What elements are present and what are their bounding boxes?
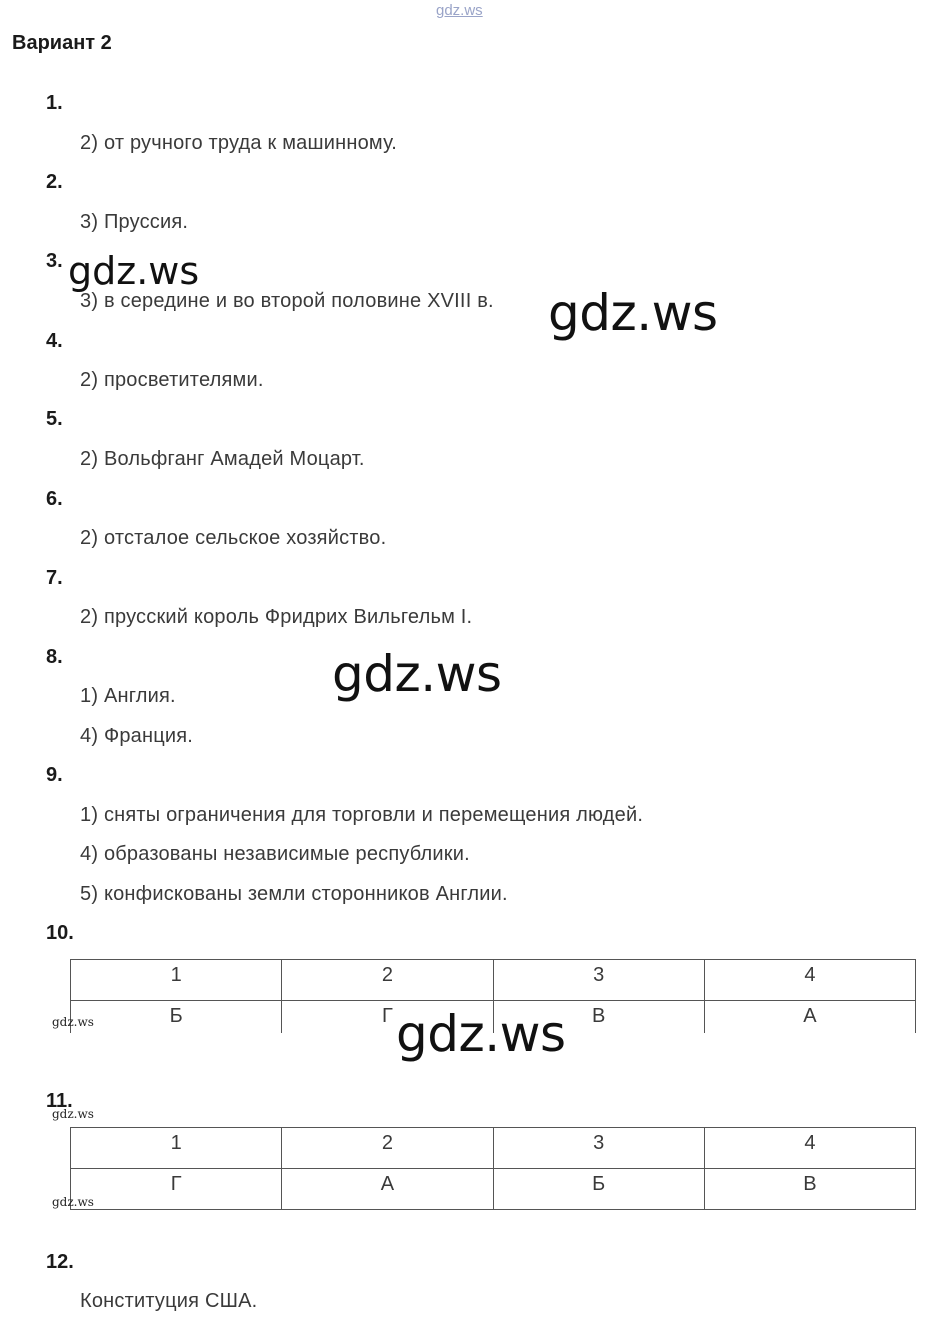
- table-11-header-4: 4: [704, 1128, 915, 1169]
- answer-1: 2) от ручного труда к машинному.: [80, 132, 398, 154]
- table-10-header-3: 3: [493, 960, 704, 1001]
- table-10-cell-1: Б: [71, 1001, 282, 1034]
- answer-table-11: [70, 1127, 916, 1210]
- question-number-5: 5.: [46, 408, 63, 430]
- answer-9c: 5) конфискованы земли сторонников Англии.: [80, 883, 508, 905]
- answer-9a: 1) сняты ограничения для торговли и перемещения людей.: [80, 804, 644, 826]
- question-number-8: 8.: [46, 646, 63, 668]
- answer-6: 2) отсталое сельское хозяйство.: [80, 527, 387, 549]
- question-number-4: 4.: [46, 330, 63, 352]
- question-number-11: 11.: [46, 1090, 73, 1112]
- watermark-small-2: gdz.ws: [52, 1107, 94, 1121]
- watermark-4: gdz.ws: [396, 1005, 566, 1063]
- table-10-header-1: 1: [71, 960, 282, 1001]
- table-11-cell-1: Г: [71, 1169, 282, 1210]
- table-10-cell-3: В: [493, 1001, 704, 1034]
- answer-8b: 4) Франция.: [80, 725, 194, 747]
- question-number-10: 10.: [46, 922, 74, 944]
- question-number-2: 2.: [46, 171, 63, 193]
- answer-2: 3) Пруссия.: [80, 211, 189, 233]
- answer-4: 2) просветителями.: [80, 369, 264, 391]
- watermark-small-3: gdz.ws: [52, 1195, 94, 1209]
- watermark-top: gdz.ws: [436, 2, 483, 19]
- table-10-cell-4: А: [704, 1001, 915, 1034]
- table-11-header-1: 1: [71, 1128, 282, 1169]
- question-number-6: 6.: [46, 488, 63, 510]
- table-11-cell-3: Б: [493, 1169, 704, 1210]
- watermark-3: gdz.ws: [332, 645, 502, 703]
- table-11-cell-2: А: [282, 1169, 493, 1210]
- question-number-1: 1.: [46, 92, 63, 114]
- watermark-2: gdz.ws: [548, 284, 718, 342]
- table-10-header-4: 4: [704, 960, 915, 1001]
- answer-8a: 1) Англия.: [80, 685, 176, 707]
- answer-3: 3) в середине и во второй половине XVIII в.: [80, 290, 494, 312]
- table-11-header-3: 3: [493, 1128, 704, 1169]
- table-11-cell-4: В: [704, 1169, 915, 1210]
- watermark-small-1: gdz.ws: [52, 1015, 94, 1029]
- table-11-header-2: 2: [282, 1128, 493, 1169]
- table-10-header-2: 2: [282, 960, 493, 1001]
- question-number-9: 9.: [46, 764, 63, 786]
- page-title: Вариант 2: [12, 32, 112, 54]
- question-number-3: 3.: [46, 250, 63, 272]
- answer-5: 2) Вольфганг Амадей Моцарт.: [80, 448, 365, 470]
- question-number-12: 12.: [46, 1251, 74, 1273]
- watermark-1: gdz.ws: [68, 249, 200, 293]
- answer-12: Конституция США.: [80, 1290, 258, 1312]
- question-number-7: 7.: [46, 567, 63, 589]
- answer-7: 2) прусский король Фридрих Вильгельм I.: [80, 606, 473, 628]
- answer-9b: 4) образованы независимые республики.: [80, 843, 470, 865]
- table-10-cell-2: Г: [282, 1001, 493, 1034]
